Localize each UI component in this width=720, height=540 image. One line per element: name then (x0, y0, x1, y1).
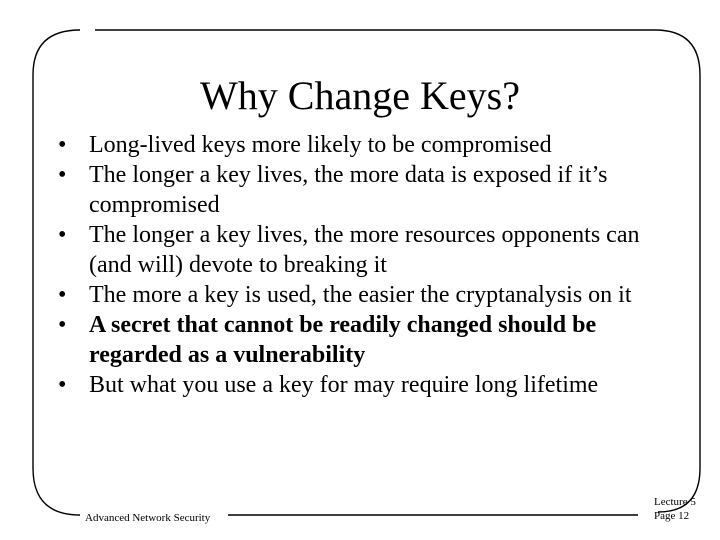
footer-page-info (654, 495, 696, 523)
bullet-list (58, 130, 678, 400)
footer-lecture: Lecture 5 (654, 496, 696, 508)
bullet-text: The longer a key lives, the more resources opponents can (and will) devote to breaking it (89, 222, 640, 278)
bullet-marker: • (58, 312, 67, 338)
bullet-text: The more a key is used, the easier the cryptanalysis on it (89, 282, 632, 308)
bullet-marker: • (58, 222, 67, 248)
bullet-text: The longer a key lives, the more data is exposed if it’s compromised (89, 162, 608, 218)
bullet-marker: • (58, 132, 67, 158)
bullet-marker: • (58, 162, 67, 188)
bullet-text: But what you use a key for may require long lifetime (89, 372, 599, 398)
slide-title: Why Change Keys? (200, 73, 520, 118)
bullet-item (58, 220, 678, 280)
bullet-text: A secret that cannot be readily changed should be regarded as a vulnerability (89, 312, 597, 368)
footer-page-number: Page 12 (654, 510, 690, 522)
bullet-text: Long-lived keys more likely to be compromised (89, 132, 552, 158)
footer-course: Advanced Network Security (85, 512, 211, 524)
bullet-item (58, 280, 678, 310)
bullet-item (58, 130, 678, 160)
bullet-item (58, 370, 678, 400)
bullet-marker: • (58, 282, 67, 308)
bullet-item (58, 310, 678, 370)
bullet-item (58, 160, 678, 220)
bullet-marker: • (58, 372, 67, 398)
